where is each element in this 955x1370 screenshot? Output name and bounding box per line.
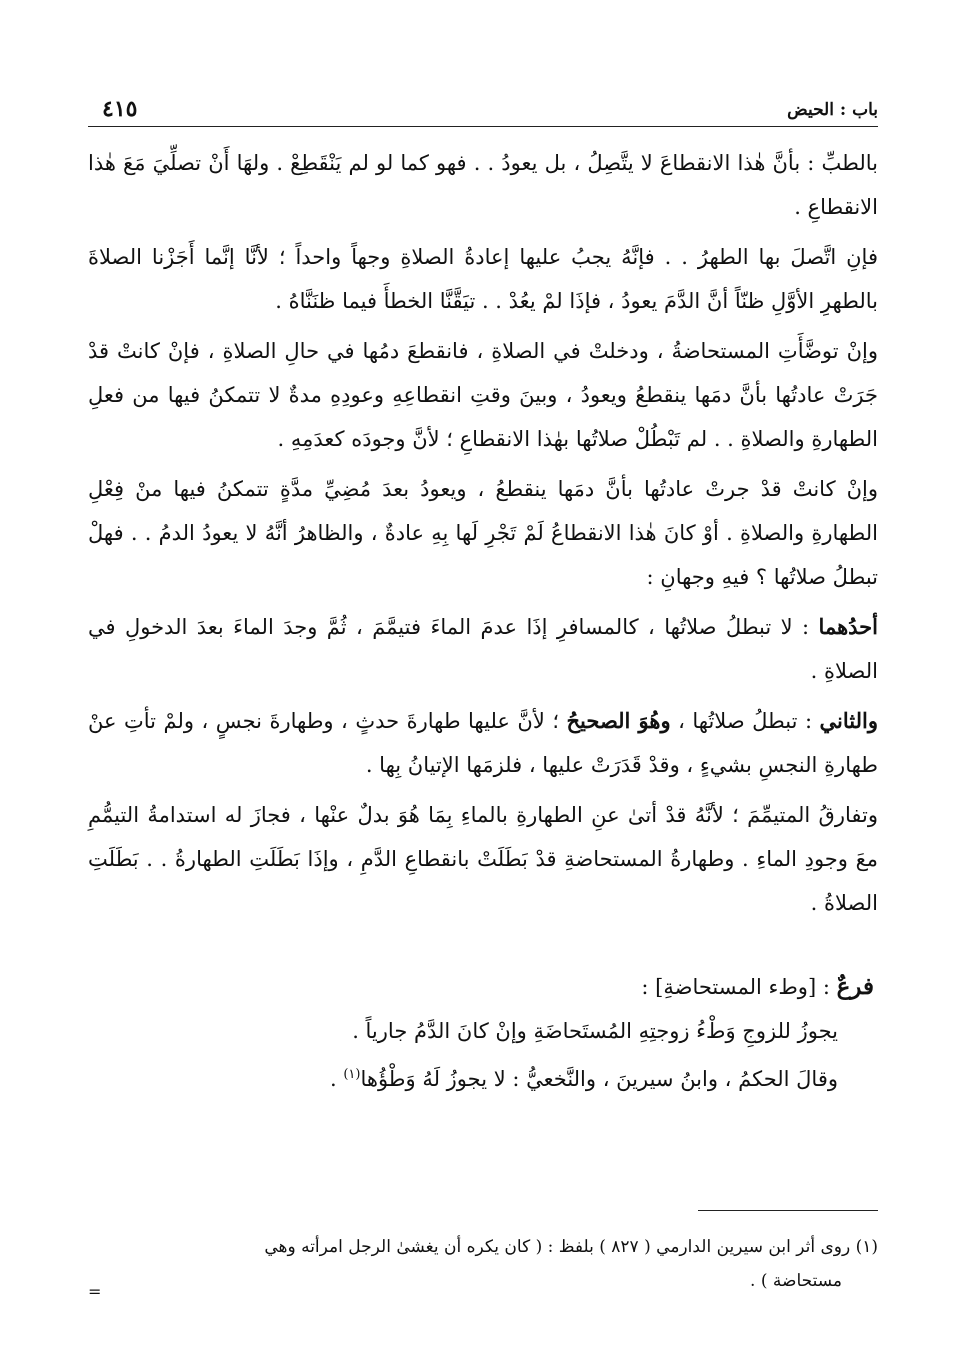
branch-section: [88, 965, 878, 1101]
branch-title: : [وطء المستحاضةِ] :: [641, 975, 837, 999]
paragraph-5: أحدُهما : لا تبطلُ صلاتُها ، كالمسافرِ إذَا عدمَ الماءَ فتيمَّمَ ، ثُمَّ وجدَ الماءَ بعدَ الدخولِ في الصلاةِ .: [88, 614, 878, 683]
paragraph-lead: والثاني: [819, 708, 878, 733]
paragraph-3: وإنْ توضَّأَتِ المستحاضةُ ، ودخلتْ في الصلاةِ ، فانقطعَ دمُها في حالِ الصلاةِ ، فإنْ كانتْ قدْ جَرَتْ عادتُها بأنَّ دمَها ينقطعُ ويعودُ ، وبينَ وقتِ انقطاعِهِ وعودِهِ مدةٌ لا تتمكنُ فيها من فعلِ الطهارةِ والصلاةِ . . لم تَبْطُلْ صلاتُها بهٰذا الانقطاعِ ؛ لأنَّ وجودَه كعدَمِهِ .: [88, 339, 878, 451]
running-head: باب : الحيض: [787, 100, 878, 120]
paragraph-lead: أحدُهما: [818, 614, 878, 639]
footnote-ref: (١): [343, 1067, 361, 1082]
main-text: [88, 141, 878, 1101]
book-page: [88, 80, 878, 1340]
page-header: [88, 80, 878, 127]
paragraph-1: بالطبِّ : بأنَّ هٰذا الانقطاعَ لا يتَّصِلُ ، بل يعودُ . . فهو كما لو لم يَنْقَطِعْ . ولهَا أَنْ تصلِّيَ مَعَ هٰذا الانقطاعِ .: [88, 151, 878, 219]
paragraph-6: والثاني : تبطلُ صلاتُها ، وهُوَ الصحيحُ ؛ لأنَّ عليها طهارةَ حدثٍ ، وطهارةَ نجسٍ ، ولمْ تأتِ عنْ طهارةِ النجسِ بشيءٍ ، وقدْ قَدَرَتْ عليها ، فلزمَها الإتيانُ بِها .: [88, 708, 878, 777]
footnote-1: (١) روى أثر ابن سيرين الدارمي ( ٨٢٧ ) بلفظ : ( كان يكره أن يغشىٰ الرجل امرأته وهي: [264, 1237, 878, 1257]
paragraph-7: وتفارقُ المتيمِّمَ ؛ لأنَّهُ قدْ أتىٰ عنِ الطهارةِ بالماءِ بِمَا هُوَ بدلٌ عنْها ، فجازَ له استدامةُ التيمُّمِ معَ وجودِ الماءِ . وطهارةُ المستحاضةِ قدْ بَطَلَتْ بانقطاعِ الدَّمِ ، وإذَا بَطَلَتِ الطهارةُ . . بَطَلَتِ الصلاةُ .: [88, 803, 878, 915]
footnote-1-cont: مستحاضة ) .: [750, 1271, 842, 1291]
branch-label: فرعٌ: [836, 973, 874, 1000]
branch-heading: [88, 965, 878, 1009]
page-number: ٤١٥: [102, 96, 138, 122]
branch-line-2: وقالَ الحكمُ ، وابنُ سيرينَ ، والنَّخعيُّ : لا يجوزُ لَهُ وَطْؤُها$^{(١)}$ .: [329, 1067, 838, 1091]
paragraph-4: وإنْ كانتْ قدْ جرتْ عادتُها بأنَّ دمَها ينقطعُ ، ويعودُ بعدَ مُضِيِّ مدَّةٍ تتمكنُ فيها منْ فِعْلِ الطهارةِ والصلاةِ . أوْ كانَ هٰذا الانقطاعُ لَمْ تَجْرِ لَها بِهِ عادةٌ ، والظاهرُ أنَّهُ لا يعودُ الدمُ . . فهلْ تبطلُ صلاتُها ؟ فيهِ وجهانِ :: [88, 477, 878, 589]
continuation-mark: =: [88, 1282, 102, 1301]
footnote-separator: [698, 1210, 878, 1211]
footnotes: [88, 1230, 878, 1298]
paragraph-2: فإنِ اتَّصلَ بها الطهرُ . . فإنَّهُ يجبُ عليها إعادةُ الصلاةِ وجهاً واحداً ؛ لأنَّا إنَّما أَجَزْنا الصلاةَ بالطهرِ الأوَّلِ ظنّاً أنَّ الدَّمَ يعودُ ، فإذَا لمْ يعُدْ . . تيَقَّنَّا الخطأَ فيما ظنَنَّاهُ .: [88, 245, 878, 313]
branch-line-1: يجوزُ للزوجِ وَطْءُ زوجتِهِ المُستَحاضَةِ وإنْ كانَ الدَّمُ جارياً .: [352, 1019, 838, 1043]
emphasis: وهُوَ الصحيحُ: [566, 708, 671, 733]
